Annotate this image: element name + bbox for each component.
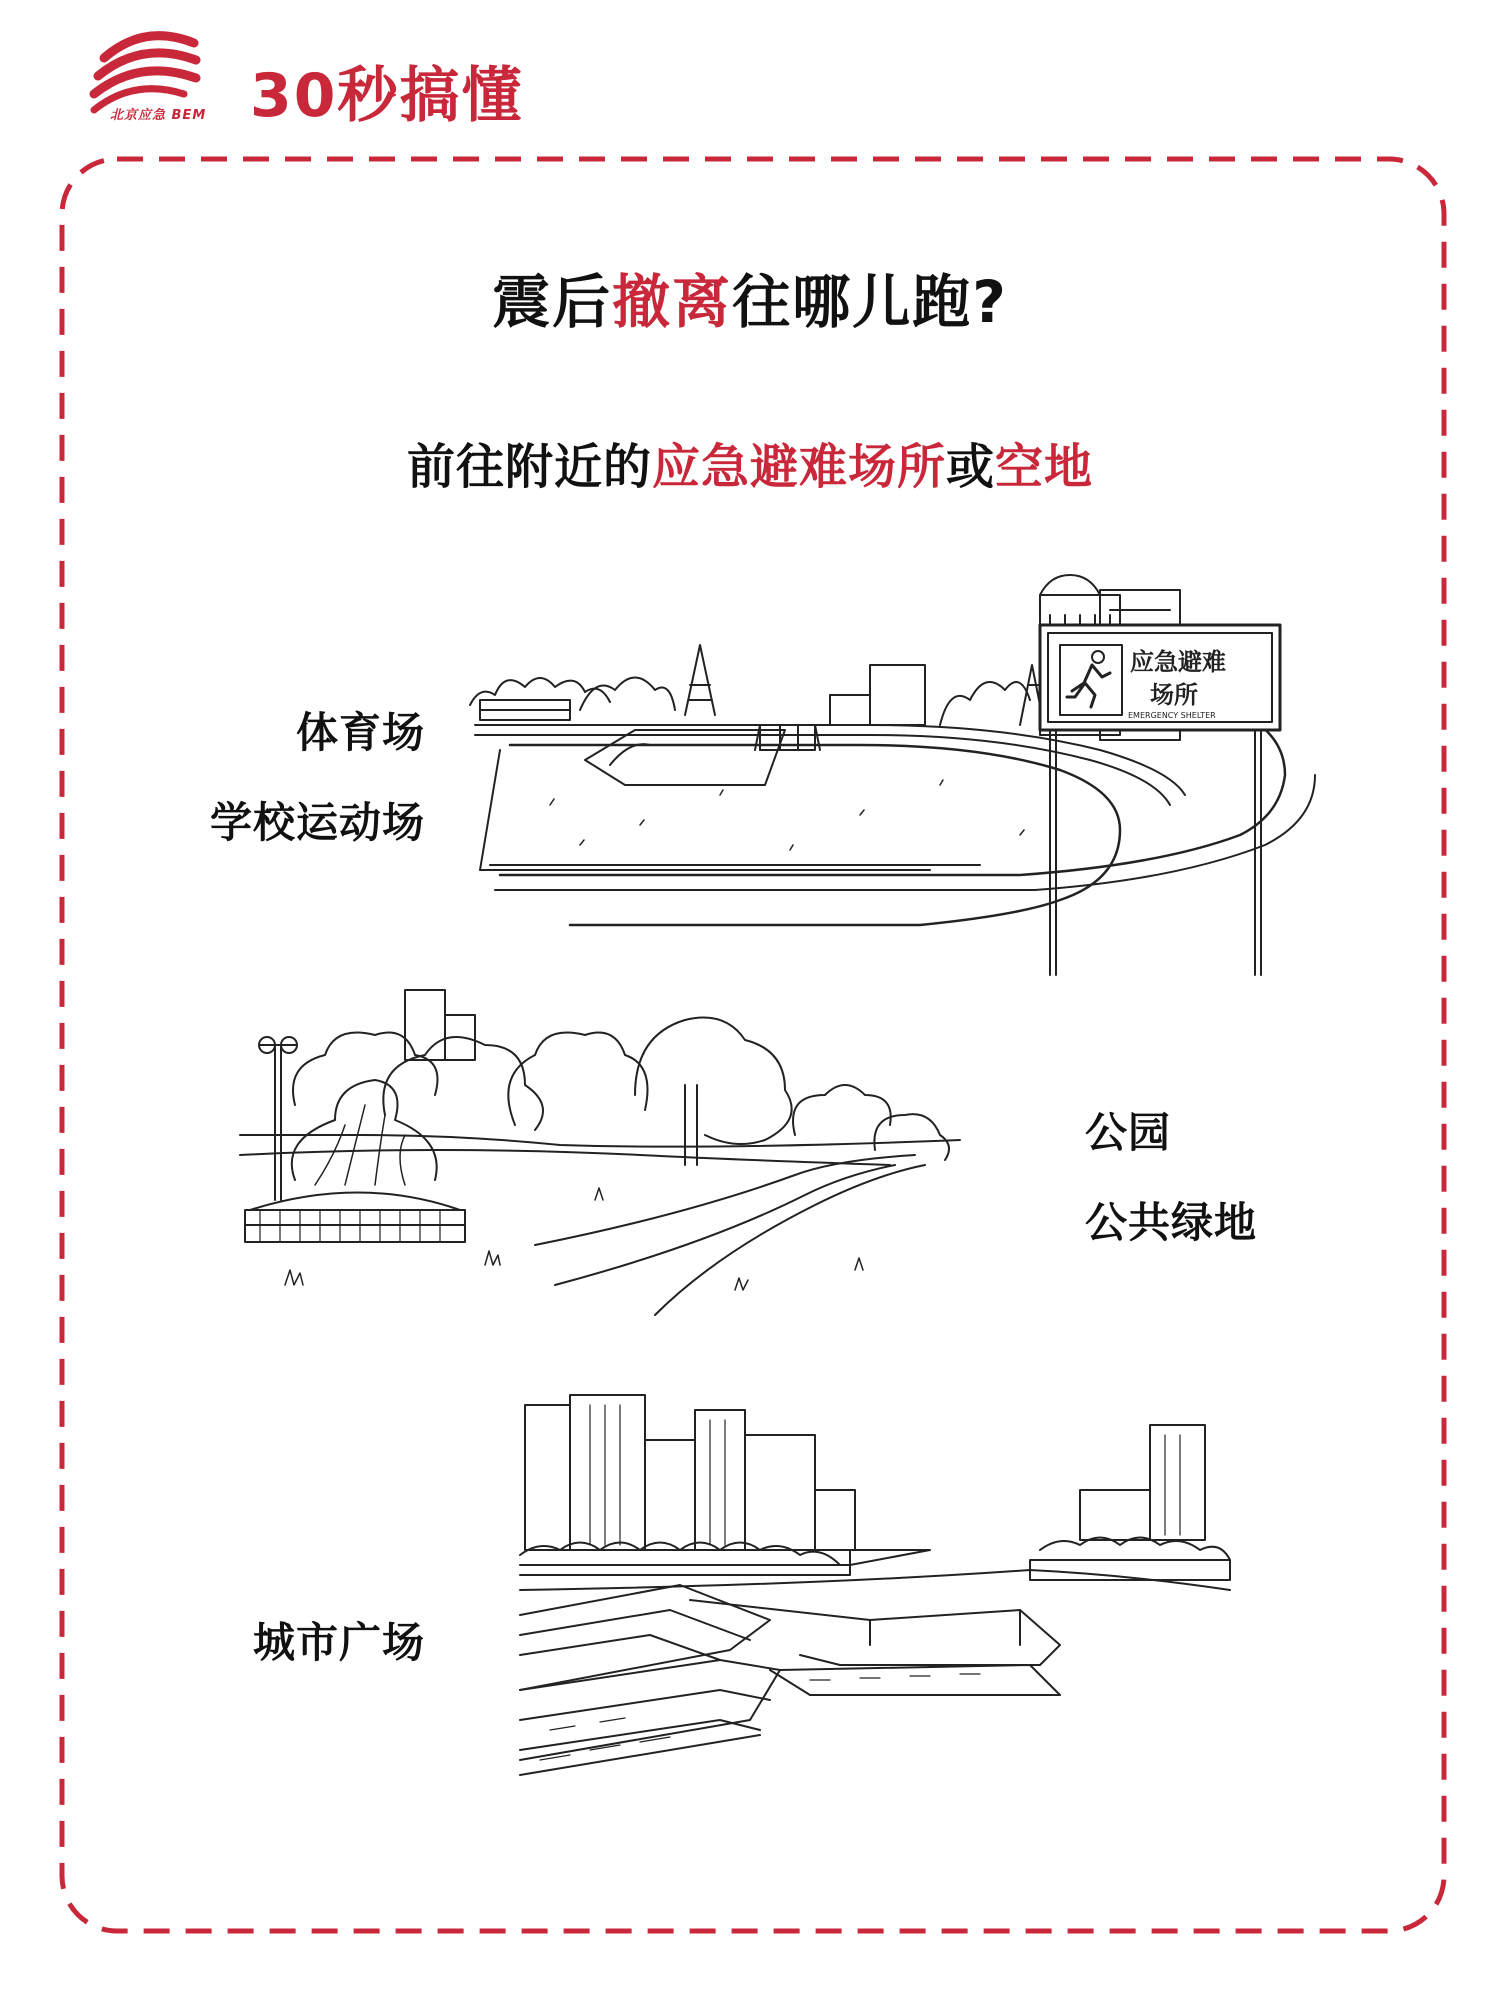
sign-text-line2: 场所 <box>1150 681 1198 709</box>
subtitle-mid: 或 <box>946 439 996 495</box>
header-title: 30秒搞懂 <box>250 61 524 131</box>
park-illustration <box>235 985 995 1345</box>
subtitle-highlight-shelter: 应急避难场所 <box>651 439 946 495</box>
sign-text-line1: 应急避难 <box>1130 648 1226 676</box>
label-school-field: 学校运动场 <box>209 798 425 847</box>
label-green-space: 公共绿地 <box>1085 1198 1258 1247</box>
stadium-illustration <box>460 575 1340 995</box>
city-plaza-illustration <box>510 1380 1240 1800</box>
label-stadium: 体育场 <box>295 708 425 757</box>
title-part2: 往哪儿跑? <box>732 268 1008 336</box>
subtitle-highlight-open-space: 空地 <box>995 439 1094 495</box>
label-city-plaza: 城市广场 <box>252 1618 425 1667</box>
subtitle-part1: 前往附近的 <box>406 439 652 495</box>
page-subtitle <box>0 428 1500 497</box>
label-park: 公园 <box>1085 1108 1172 1157</box>
title-highlight: 撤离 <box>612 268 733 336</box>
sign-text-line3: EMERGENCY SHELTER <box>1128 711 1216 720</box>
logo-text: 北京应急 BEM <box>110 108 207 123</box>
title-part1: 震后 <box>492 268 613 336</box>
page-title <box>0 255 1500 339</box>
